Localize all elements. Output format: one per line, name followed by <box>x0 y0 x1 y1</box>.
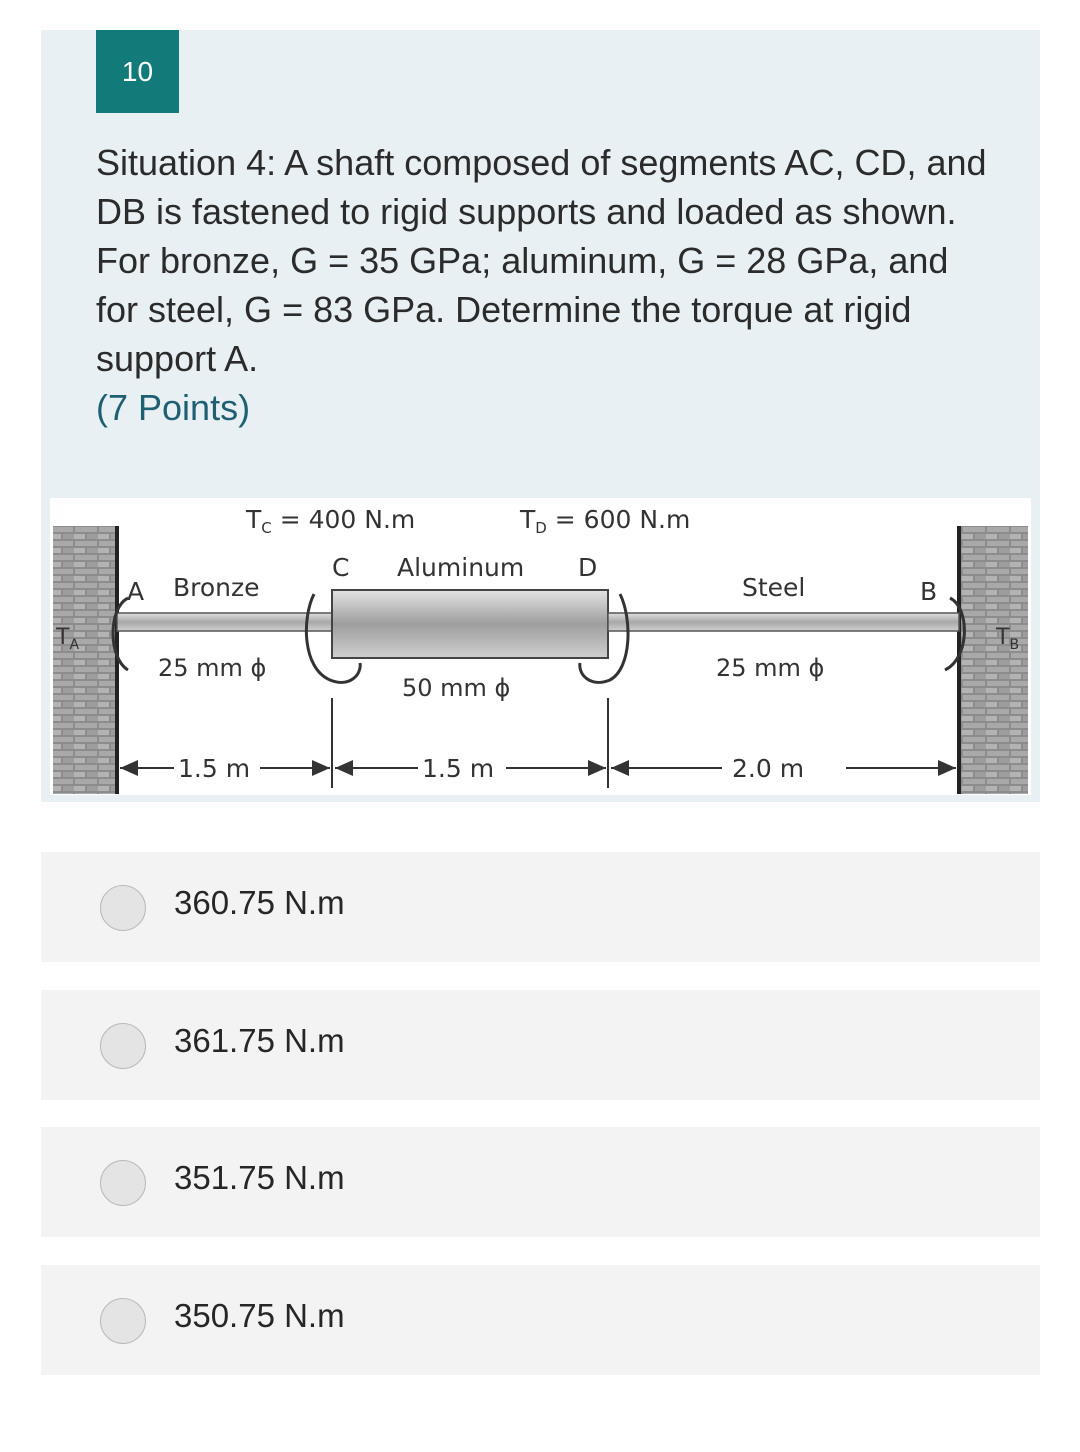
steel-segment <box>608 613 959 631</box>
radio-button[interactable] <box>100 1298 146 1344</box>
answer-option-2[interactable] <box>41 990 1040 1100</box>
label-c: C <box>332 553 350 582</box>
shaft-diagram <box>50 498 1031 795</box>
left-wall <box>53 526 115 794</box>
td-label: $T_D = 600$ N.m <box>520 505 691 537</box>
label-bronze: Bronze <box>173 573 260 602</box>
question-points: (7 Points) <box>96 387 251 428</box>
label-d: D <box>578 553 598 582</box>
label-steel: Steel <box>742 573 806 602</box>
question-card <box>41 30 1040 802</box>
question-number-badge: 10 <box>96 30 179 113</box>
radio-button[interactable] <box>100 1160 146 1206</box>
diameter-steel: 25 mm ϕ <box>716 654 825 682</box>
tc-label: $T_C = 400$ N.m <box>246 505 416 537</box>
answer-option-1[interactable] <box>41 852 1040 962</box>
shaft-diagram-svg <box>50 498 1031 795</box>
bronze-segment <box>117 613 332 631</box>
length-db: 2.0 m <box>732 754 805 783</box>
answer-option-3[interactable] <box>41 1127 1040 1237</box>
label-a: A <box>127 577 145 606</box>
question-text: Situation 4: A shaft composed of segments AC, CD, and DB is fastened to rigid supports and loaded as shown. For bronze, G = 35 GPa; aluminum, G = 28 GPa, and for steel, G = 83 GPa. Determine the torque at rigid support A. <box>96 142 987 379</box>
answer-option-label: 351.75 N.m <box>174 1159 345 1196</box>
answer-option-label: 360.75 N.m <box>174 884 345 921</box>
ta-label: $T_A$ <box>56 625 80 653</box>
answer-option-4[interactable] <box>41 1265 1040 1375</box>
answer-option-label: 361.75 N.m <box>174 1022 345 1059</box>
label-aluminum: Aluminum <box>397 553 525 582</box>
answer-option-label: 350.75 N.m <box>174 1297 345 1334</box>
diameter-aluminum: 50 mm ϕ <box>402 674 511 702</box>
diameter-bronze: 25 mm ϕ <box>158 654 267 682</box>
tb-label: $T_B$ <box>996 625 1020 653</box>
aluminum-segment <box>332 590 608 658</box>
length-ac: 1.5 m <box>178 754 251 783</box>
radio-button[interactable] <box>100 1023 146 1069</box>
radio-button[interactable] <box>100 885 146 931</box>
right-wall <box>960 526 1028 794</box>
label-b: B <box>920 577 938 606</box>
length-cd: 1.5 m <box>422 754 495 783</box>
